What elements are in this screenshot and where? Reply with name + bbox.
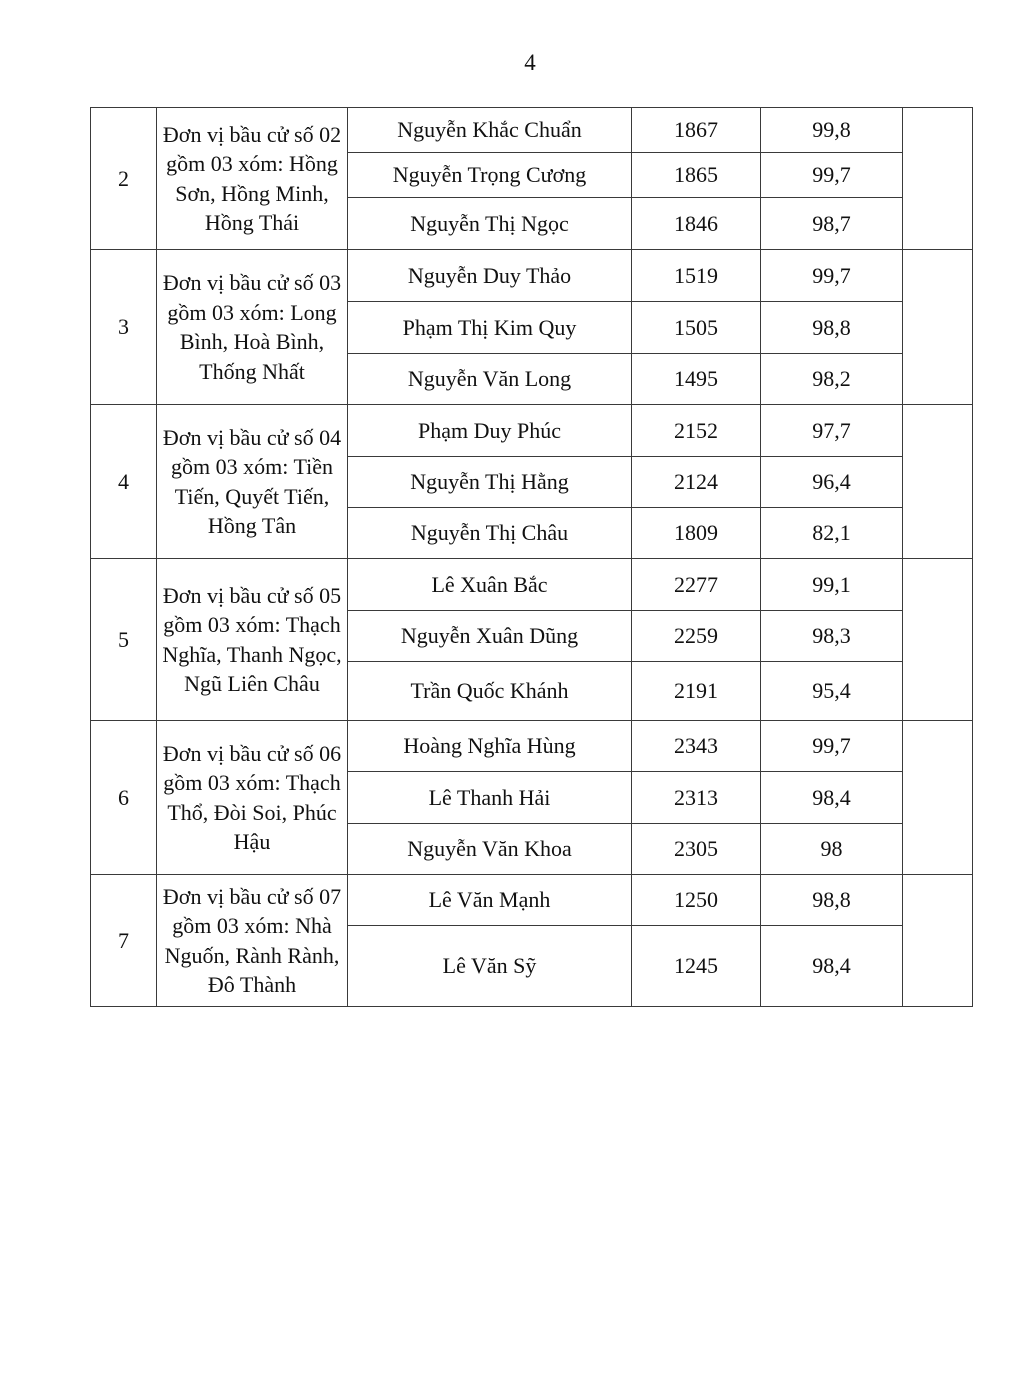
votes-cell: 2277	[632, 559, 761, 611]
percent-cell: 98,7	[761, 198, 903, 250]
candidate-name-cell: Nguyễn Thị Ngọc	[348, 198, 632, 250]
percent-cell: 96,4	[761, 457, 903, 508]
unit-description-cell: Đơn vị bầu cử số 02 gồm 03 xóm: Hồng Sơn, Hồng Minh, Hồng Thái	[157, 108, 348, 250]
percent-cell: 98,8	[761, 875, 903, 926]
candidate-name-cell: Lê Xuân Bắc	[348, 559, 632, 611]
percent-cell: 99,7	[761, 721, 903, 772]
candidate-name-cell: Lê Văn Sỹ	[348, 926, 632, 1007]
percent-cell: 98,4	[761, 772, 903, 824]
unit-description-cell: Đơn vị bầu cử số 03 gồm 03 xóm: Long Bình, Hoà Bình, Thống Nhất	[157, 250, 348, 405]
note-cell	[903, 250, 973, 405]
unit-description-cell: Đơn vị bầu cử số 05 gồm 03 xóm: Thạch Nghĩa, Thanh Ngọc, Ngũ Liên Châu	[157, 559, 348, 721]
percent-cell: 97,7	[761, 405, 903, 457]
percent-cell: 99,8	[761, 108, 903, 153]
votes-cell: 2152	[632, 405, 761, 457]
unit-number-cell: 2	[91, 108, 157, 250]
percent-cell: 98,8	[761, 302, 903, 354]
votes-cell: 1250	[632, 875, 761, 926]
table-row	[91, 250, 973, 302]
candidate-name-cell: Hoàng Nghĩa Hùng	[348, 721, 632, 772]
percent-cell: 99,1	[761, 559, 903, 611]
votes-cell: 1245	[632, 926, 761, 1007]
votes-cell: 2191	[632, 662, 761, 721]
unit-number-cell: 6	[91, 721, 157, 875]
note-cell	[903, 875, 973, 1007]
percent-cell: 99,7	[761, 153, 903, 198]
unit-number-cell: 4	[91, 405, 157, 559]
unit-number-cell: 3	[91, 250, 157, 405]
percent-cell: 98,4	[761, 926, 903, 1007]
votes-cell: 1505	[632, 302, 761, 354]
percent-cell: 82,1	[761, 508, 903, 559]
note-cell	[903, 721, 973, 875]
candidate-name-cell: Phạm Duy Phúc	[348, 405, 632, 457]
percent-cell: 98,3	[761, 611, 903, 662]
unit-description-cell: Đơn vị bầu cử số 07 gồm 03 xóm: Nhà Nguốn, Rành Rành, Đô Thành	[157, 875, 348, 1007]
candidate-name-cell: Nguyễn Trọng Cương	[348, 153, 632, 198]
note-cell	[903, 108, 973, 250]
votes-cell: 2343	[632, 721, 761, 772]
candidate-name-cell: Nguyễn Thị Châu	[348, 508, 632, 559]
votes-cell: 2259	[632, 611, 761, 662]
votes-cell: 1495	[632, 354, 761, 405]
candidate-name-cell: Nguyễn Xuân Dũng	[348, 611, 632, 662]
candidate-name-cell: Phạm Thị Kim Quy	[348, 302, 632, 354]
unit-number-cell: 7	[91, 875, 157, 1007]
note-cell	[903, 559, 973, 721]
candidate-name-cell: Lê Văn Mạnh	[348, 875, 632, 926]
candidate-name-cell: Nguyễn Duy Thảo	[348, 250, 632, 302]
votes-cell: 2313	[632, 772, 761, 824]
percent-cell: 98,2	[761, 354, 903, 405]
table-row	[91, 108, 973, 153]
table-row	[91, 721, 973, 772]
candidate-name-cell: Nguyễn Thị Hằng	[348, 457, 632, 508]
candidate-name-cell: Lê Thanh Hải	[348, 772, 632, 824]
election-results-table	[90, 107, 973, 1007]
votes-cell: 1867	[632, 108, 761, 153]
votes-cell: 1865	[632, 153, 761, 198]
votes-cell: 1846	[632, 198, 761, 250]
votes-cell: 2305	[632, 824, 761, 875]
table-row	[91, 405, 973, 457]
page-number: 4	[524, 50, 536, 75]
votes-cell: 1519	[632, 250, 761, 302]
unit-number-cell: 5	[91, 559, 157, 721]
candidate-name-cell: Trần Quốc Khánh	[348, 662, 632, 721]
table-row	[91, 559, 973, 611]
votes-cell: 2124	[632, 457, 761, 508]
candidate-name-cell: Nguyễn Văn Long	[348, 354, 632, 405]
unit-description-cell: Đơn vị bầu cử số 04 gồm 03 xóm: Tiền Tiến, Quyết Tiến, Hồng Tân	[157, 405, 348, 559]
percent-cell: 99,7	[761, 250, 903, 302]
table-row	[91, 875, 973, 926]
note-cell	[903, 405, 973, 559]
candidate-name-cell: Nguyễn Văn Khoa	[348, 824, 632, 875]
percent-cell: 95,4	[761, 662, 903, 721]
votes-cell: 1809	[632, 508, 761, 559]
percent-cell: 98	[761, 824, 903, 875]
unit-description-cell: Đơn vị bầu cử số 06 gồm 03 xóm: Thạch Thổ, Đòi Soi, Phúc Hậu	[157, 721, 348, 875]
candidate-name-cell: Nguyễn Khắc Chuẩn	[348, 108, 632, 153]
